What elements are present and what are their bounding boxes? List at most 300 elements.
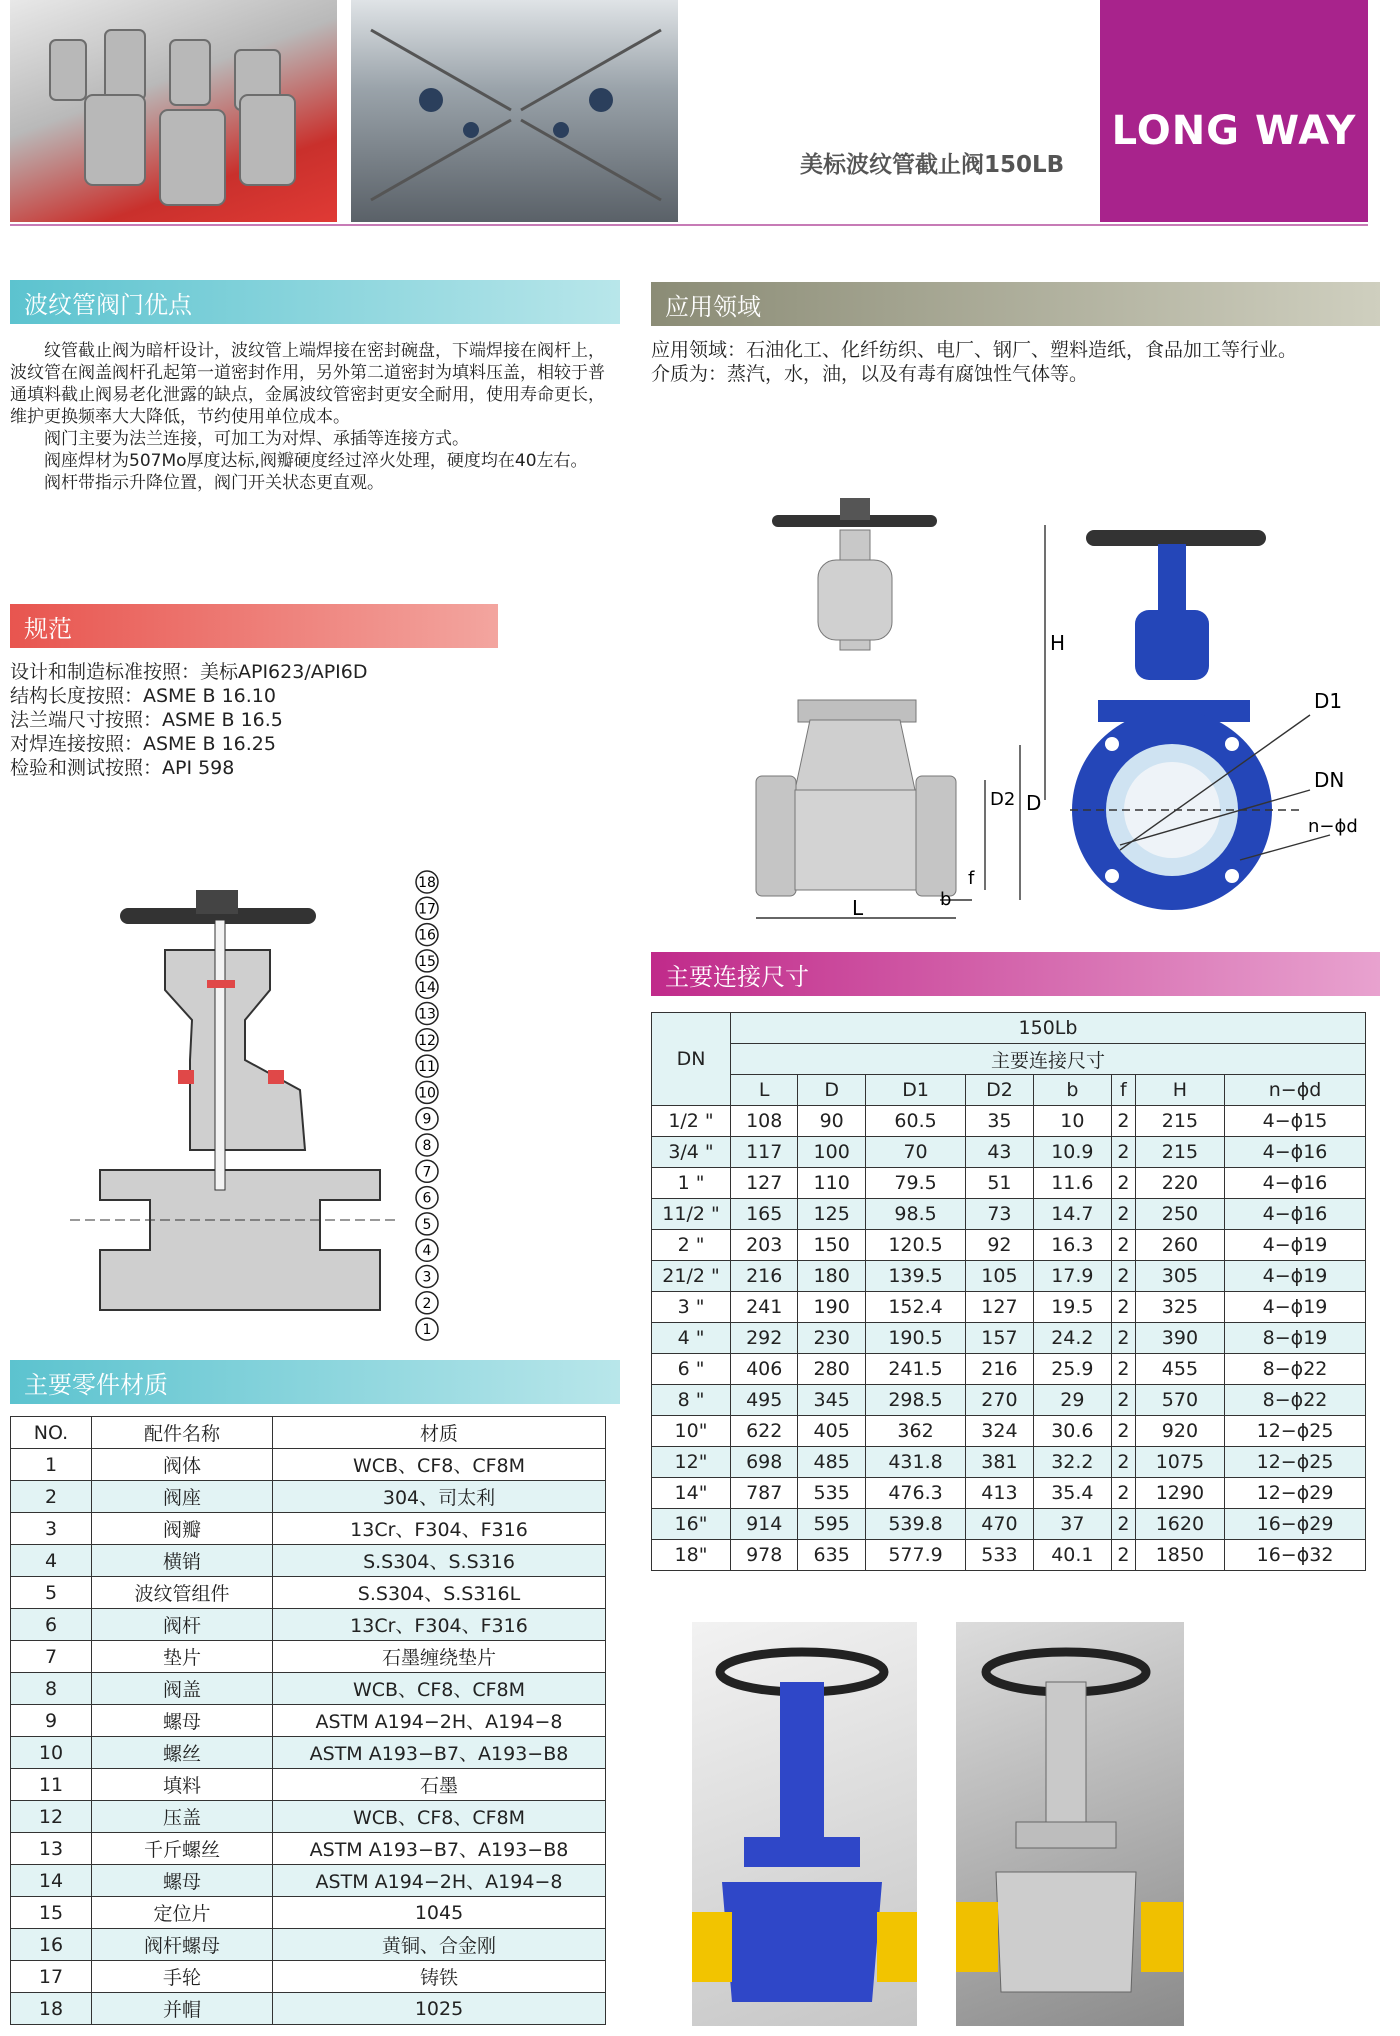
table-row <box>652 1292 1366 1323</box>
table-cell: 1075 <box>1135 1447 1224 1478</box>
section-heading-standards <box>10 604 498 648</box>
table-cell: 10.9 <box>1033 1137 1111 1168</box>
dim-label-D1: D1 <box>1314 689 1343 713</box>
table-cell: 19.5 <box>1033 1292 1111 1323</box>
table-cell: 1045 <box>273 1897 606 1929</box>
table-cell: WCB、CF8、CF8M <box>273 1673 606 1705</box>
part-number-label: 8 <box>422 1138 432 1154</box>
table-cell: 2 <box>1112 1509 1136 1540</box>
table-cell: 4−ϕ16 <box>1225 1168 1366 1199</box>
table-row <box>652 1385 1366 1416</box>
table-row <box>652 1509 1366 1540</box>
dim-label-L: L <box>852 896 864 920</box>
table-cell: 4 <box>11 1545 92 1577</box>
table-cell: 横销 <box>92 1545 273 1577</box>
table-cell: 12−ϕ25 <box>1225 1447 1366 1478</box>
table-cell: 577.9 <box>865 1540 965 1571</box>
table-row <box>652 1323 1366 1354</box>
silver-valve-photo-art <box>956 1622 1184 2026</box>
part-number-label: 1 <box>422 1322 432 1339</box>
table-cell: 90 <box>798 1106 865 1137</box>
table-cell: 30.6 <box>1033 1416 1111 1447</box>
advantages-text <box>10 340 620 494</box>
table-cell: ASTM A194−2H、A194−8 <box>273 1705 606 1737</box>
table-cell: 13 <box>11 1833 92 1865</box>
table-cell: 填料 <box>92 1769 273 1801</box>
brand-logo <box>1100 0 1368 222</box>
standard-line: 设计和制造标准按照：美标API623/API6D <box>10 661 368 683</box>
table-cell: 3/4 " <box>652 1137 731 1168</box>
section-heading-application <box>651 282 1380 326</box>
table-row <box>11 1737 606 1769</box>
column-header: H <box>1135 1075 1224 1106</box>
table-cell: 3 <box>11 1513 92 1545</box>
table-cell: 12" <box>652 1447 731 1478</box>
table-cell: 阀瓣 <box>92 1513 273 1545</box>
table-cell: 108 <box>731 1106 798 1137</box>
table-row <box>652 1137 1366 1168</box>
dim-label-H: H <box>1050 631 1066 655</box>
column-header: L <box>731 1075 798 1106</box>
table-cell: 8−ϕ19 <box>1225 1323 1366 1354</box>
dimensions-table <box>651 1012 1366 1571</box>
table-cell: 180 <box>798 1261 865 1292</box>
table-cell: 2 <box>1112 1137 1136 1168</box>
table-cell: 152.4 <box>865 1292 965 1323</box>
table-cell: 190 <box>798 1292 865 1323</box>
header-divider <box>10 224 1368 226</box>
advantages-paragraph: 阀杆带指示升降位置，阀门开关状态更直观。 <box>44 473 384 493</box>
dim-label-D2: D2 <box>990 789 1016 810</box>
table-cell: 阀杆 <box>92 1609 273 1641</box>
table-cell: 8−ϕ22 <box>1225 1354 1366 1385</box>
table-cell: 18 <box>11 1993 92 2025</box>
table-cell: 13Cr、F304、F316 <box>273 1609 606 1641</box>
brand-text: LONG WAY <box>1111 108 1357 154</box>
table-cell: 定位片 <box>92 1897 273 1929</box>
part-number-label: 18 <box>418 875 436 891</box>
table-cell: 4−ϕ16 <box>1225 1137 1366 1168</box>
table-cell: 12−ϕ25 <box>1225 1416 1366 1447</box>
table-row <box>652 1540 1366 1571</box>
part-number-label: 7 <box>422 1164 432 1181</box>
table-cell: 10" <box>652 1416 731 1447</box>
table-cell: 11/2 " <box>652 1199 731 1230</box>
table-cell: 362 <box>865 1416 965 1447</box>
table-cell: 12 <box>11 1801 92 1833</box>
table-row <box>11 1705 606 1737</box>
table-cell: 455 <box>1135 1354 1224 1385</box>
table-cell: 535 <box>798 1478 865 1509</box>
table-cell: 阀杆螺母 <box>92 1929 273 1961</box>
table-cell: 12−ϕ29 <box>1225 1478 1366 1509</box>
table-cell: 29 <box>1033 1385 1111 1416</box>
part-number-label: 10 <box>418 1085 436 1102</box>
handwheel <box>120 890 316 924</box>
table-cell: 978 <box>731 1540 798 1571</box>
section-heading-text: 主要连接尺寸 <box>665 962 809 991</box>
bellows-illustration <box>10 0 337 222</box>
table-cell: 2 <box>1112 1199 1136 1230</box>
table-cell: 1620 <box>1135 1509 1224 1540</box>
standards-list <box>10 660 610 780</box>
table-cell: 485 <box>798 1447 865 1478</box>
part-number-label: 13 <box>418 1006 436 1023</box>
part-number-label: 14 <box>418 980 436 997</box>
table-cell: 2 <box>1112 1292 1136 1323</box>
table-cell: 241.5 <box>865 1354 965 1385</box>
table-cell: 98.5 <box>865 1199 965 1230</box>
table-cell: ASTM A194−2H、A194−8 <box>273 1865 606 1897</box>
dim-label-f: f <box>968 868 975 889</box>
table-cell: 73 <box>966 1199 1033 1230</box>
table-cell: 230 <box>798 1323 865 1354</box>
gray-valve <box>756 498 956 896</box>
table-cell: 37 <box>1033 1509 1111 1540</box>
table-cell: 40.1 <box>1033 1540 1111 1571</box>
page-title: 美标波纹管截止阀150LB <box>800 152 1065 178</box>
table-row <box>11 1673 606 1705</box>
advantages-paragraph: 阀门主要为法兰连接，可加工为对焊、承插等连接方式。 <box>44 429 469 449</box>
table-cell: 35 <box>966 1106 1033 1137</box>
part-number-label: 9 <box>422 1111 432 1128</box>
group-header: 主要连接尺寸 <box>731 1044 1366 1075</box>
table-cell: 25.9 <box>1033 1354 1111 1385</box>
table-cell: 2 <box>1112 1106 1136 1137</box>
table-cell: 石墨 <box>273 1769 606 1801</box>
table-cell: 16−ϕ32 <box>1225 1540 1366 1571</box>
factory-photo <box>351 0 678 222</box>
table-cell: 117 <box>731 1137 798 1168</box>
table-cell: 2 <box>11 1481 92 1513</box>
table-cell: 698 <box>731 1447 798 1478</box>
table-cell: 215 <box>1135 1106 1224 1137</box>
valve-dimension-drawing <box>740 490 1380 940</box>
table-header: 配件名称 <box>92 1417 273 1449</box>
part-number-label: 12 <box>418 1032 436 1049</box>
valve-section-drawing <box>70 860 450 1340</box>
table-row <box>652 1230 1366 1261</box>
table-cell: 螺母 <box>92 1865 273 1897</box>
table-cell: 1850 <box>1135 1540 1224 1571</box>
table-cell: ASTM A193−B7、A193−B8 <box>273 1833 606 1865</box>
table-cell: 阀体 <box>92 1449 273 1481</box>
table-cell: 43 <box>966 1137 1033 1168</box>
table-cell: 手轮 <box>92 1961 273 1993</box>
table-cell: 539.8 <box>865 1509 965 1540</box>
table-cell: 220 <box>1135 1168 1224 1199</box>
table-cell: 324 <box>966 1416 1033 1447</box>
table-cell: WCB、CF8、CF8M <box>273 1449 606 1481</box>
table-cell: 157 <box>966 1323 1033 1354</box>
table-cell: 14" <box>652 1478 731 1509</box>
table-cell: 11.6 <box>1033 1168 1111 1199</box>
table-row <box>11 1929 606 1961</box>
table-cell: 8 " <box>652 1385 731 1416</box>
table-cell: 595 <box>798 1509 865 1540</box>
table-cell: 螺丝 <box>92 1737 273 1769</box>
table-row <box>652 1354 1366 1385</box>
table-cell: 203 <box>731 1230 798 1261</box>
table-cell: 280 <box>798 1354 865 1385</box>
table-cell: 黄铜、合金刚 <box>273 1929 606 1961</box>
silver-valve-photo <box>956 1622 1184 2026</box>
section-heading-text: 波纹管阀门优点 <box>24 290 192 319</box>
table-row <box>652 1106 1366 1137</box>
table-row <box>11 1449 606 1481</box>
table-cell: 92 <box>966 1230 1033 1261</box>
table-cell: 13Cr、F304、F316 <box>273 1513 606 1545</box>
column-header: n−ϕd <box>1225 1075 1366 1106</box>
table-row <box>11 1801 606 1833</box>
blue-valve-photo-art <box>692 1622 917 2026</box>
standard-line: 对焊连接按照：ASME B 16.25 <box>10 733 276 755</box>
table-row <box>11 1481 606 1513</box>
table-cell: 1 " <box>652 1168 731 1199</box>
table-row <box>11 1897 606 1929</box>
column-header: D <box>798 1075 865 1106</box>
table-cell: 270 <box>966 1385 1033 1416</box>
table-cell: 215 <box>1135 1137 1224 1168</box>
standard-line: 结构长度按照：ASME B 16.10 <box>10 685 276 707</box>
table-cell: 6 " <box>652 1354 731 1385</box>
table-cell: 533 <box>966 1540 1033 1571</box>
table-cell: 7 <box>11 1641 92 1673</box>
class-header: 150Lb <box>731 1013 1366 1044</box>
bellows-photo <box>10 0 337 222</box>
table-cell: 920 <box>1135 1416 1224 1447</box>
table-cell: 16.3 <box>1033 1230 1111 1261</box>
column-header: b <box>1033 1075 1111 1106</box>
table-cell: 8 <box>11 1673 92 1705</box>
standard-line: 检验和测试按照：API 598 <box>10 757 235 779</box>
table-cell: 70 <box>865 1137 965 1168</box>
table-cell: 345 <box>798 1385 865 1416</box>
table-cell: 2 <box>1112 1540 1136 1571</box>
table-cell: 1 <box>11 1449 92 1481</box>
part-number-label: 4 <box>422 1243 432 1260</box>
column-header: D1 <box>865 1075 965 1106</box>
table-cell: 51 <box>966 1168 1033 1199</box>
table-cell: 16−ϕ29 <box>1225 1509 1366 1540</box>
table-cell: S.S304、S.S316L <box>273 1577 606 1609</box>
table-cell: 250 <box>1135 1199 1224 1230</box>
table-cell: 570 <box>1135 1385 1224 1416</box>
table-cell: 9 <box>11 1705 92 1737</box>
table-row <box>652 1416 1366 1447</box>
table-cell: 190.5 <box>865 1323 965 1354</box>
table-cell: 390 <box>1135 1323 1224 1354</box>
table-cell: 10 <box>11 1737 92 1769</box>
table-row <box>11 1833 606 1865</box>
table-cell: 150 <box>798 1230 865 1261</box>
table-cell: 垫片 <box>92 1641 273 1673</box>
table-cell: 4−ϕ19 <box>1225 1230 1366 1261</box>
table-cell: 914 <box>731 1509 798 1540</box>
table-row <box>11 1961 606 1993</box>
advantages-paragraph: 阀座焊材为507Mo厚度达标,阀瓣硬度经过淬火处理，硬度均在40左右。 <box>44 451 588 471</box>
section-heading-text: 规范 <box>24 614 72 643</box>
table-cell: 127 <box>731 1168 798 1199</box>
dim-label-D: D <box>1026 791 1042 815</box>
table-cell: 165 <box>731 1199 798 1230</box>
application-text <box>651 338 1371 386</box>
table-cell: 16" <box>652 1509 731 1540</box>
table-cell: 216 <box>731 1261 798 1292</box>
table-cell: 4−ϕ19 <box>1225 1292 1366 1323</box>
table-cell: 120.5 <box>865 1230 965 1261</box>
column-header: D2 <box>966 1075 1033 1106</box>
table-cell: 381 <box>966 1447 1033 1478</box>
table-cell: WCB、CF8、CF8M <box>273 1801 606 1833</box>
materials-table <box>10 1416 606 2025</box>
table-cell: 17.9 <box>1033 1261 1111 1292</box>
table-cell: 304、司太利 <box>273 1481 606 1513</box>
table-cell: 8−ϕ22 <box>1225 1385 1366 1416</box>
table-header: NO. <box>11 1417 92 1449</box>
table-row <box>652 1199 1366 1230</box>
table-cell: 18" <box>652 1540 731 1571</box>
table-cell: 14 <box>11 1865 92 1897</box>
table-row <box>11 1545 606 1577</box>
factory-illustration <box>351 0 678 222</box>
table-cell: 260 <box>1135 1230 1224 1261</box>
stem <box>215 920 225 1190</box>
table-cell: 470 <box>966 1509 1033 1540</box>
table-cell: 2 <box>1112 1230 1136 1261</box>
table-cell: 阀盖 <box>92 1673 273 1705</box>
table-cell: 21/2 " <box>652 1261 731 1292</box>
part-number-label: 15 <box>418 953 436 970</box>
table-cell: 2 <box>1112 1385 1136 1416</box>
table-row <box>652 1447 1366 1478</box>
table-row <box>11 1993 606 2025</box>
application-line: 介质为：蒸汽，水，油，以及有毒有腐蚀性气体等。 <box>651 363 1089 385</box>
section-heading-materials <box>10 1360 620 1404</box>
table-header: 材质 <box>273 1417 606 1449</box>
table-cell: 15 <box>11 1897 92 1929</box>
blue-valve-photo <box>692 1622 917 2026</box>
table-cell: 3 " <box>652 1292 731 1323</box>
table-cell: 60.5 <box>865 1106 965 1137</box>
table-cell: 4 " <box>652 1323 731 1354</box>
table-cell: 2 <box>1112 1478 1136 1509</box>
table-cell: 4−ϕ16 <box>1225 1199 1366 1230</box>
part-number-label: 16 <box>418 927 436 944</box>
table-cell: 413 <box>966 1478 1033 1509</box>
table-cell: 35.4 <box>1033 1478 1111 1509</box>
part-number-label: 6 <box>422 1190 432 1207</box>
table-cell: 139.5 <box>865 1261 965 1292</box>
part-number-column <box>410 868 444 1348</box>
standard-line: 法兰端尺寸按照：ASME B 16.5 <box>10 709 283 731</box>
table-cell: 79.5 <box>865 1168 965 1199</box>
table-cell: 100 <box>798 1137 865 1168</box>
table-row <box>652 1168 1366 1199</box>
table-cell: 11 <box>11 1769 92 1801</box>
table-cell: 压盖 <box>92 1801 273 1833</box>
dim-label-nd: n−ϕd <box>1308 816 1358 837</box>
blue-valve <box>1072 530 1272 910</box>
table-cell: 298.5 <box>865 1385 965 1416</box>
table-row <box>11 1769 606 1801</box>
dim-label-b: b <box>940 889 952 910</box>
part-number-label: 17 <box>418 901 436 918</box>
table-cell: 305 <box>1135 1261 1224 1292</box>
table-cell: 495 <box>731 1385 798 1416</box>
dim-label-DN: DN <box>1314 768 1345 792</box>
table-cell: 241 <box>731 1292 798 1323</box>
table-row <box>11 1609 606 1641</box>
table-cell: 石墨缠绕垫片 <box>273 1641 606 1673</box>
table-cell: 476.3 <box>865 1478 965 1509</box>
part-number-label: 5 <box>422 1216 432 1233</box>
table-cell: 2 " <box>652 1230 731 1261</box>
table-cell: 阀座 <box>92 1481 273 1513</box>
column-header: f <box>1112 1075 1136 1106</box>
table-row <box>652 1478 1366 1509</box>
section-heading-advantages <box>10 280 620 324</box>
table-cell: 10 <box>1033 1106 1111 1137</box>
table-cell: 千斤螺丝 <box>92 1833 273 1865</box>
table-cell: 16 <box>11 1929 92 1961</box>
table-cell: 2 <box>1112 1323 1136 1354</box>
table-cell: S.S304、S.S316 <box>273 1545 606 1577</box>
table-cell: 292 <box>731 1323 798 1354</box>
table-cell: 波纹管组件 <box>92 1577 273 1609</box>
table-cell: 17 <box>11 1961 92 1993</box>
table-cell: 405 <box>798 1416 865 1447</box>
table-cell: 787 <box>731 1478 798 1509</box>
section-heading-text: 应用领域 <box>665 292 761 321</box>
table-cell: 127 <box>966 1292 1033 1323</box>
table-cell: 622 <box>731 1416 798 1447</box>
part-number-label: 11 <box>418 1059 436 1076</box>
part-number-label: 3 <box>422 1269 432 1286</box>
table-cell: 铸铁 <box>273 1961 606 1993</box>
table-cell: 2 <box>1112 1416 1136 1447</box>
table-cell: 14.7 <box>1033 1199 1111 1230</box>
table-cell: 110 <box>798 1168 865 1199</box>
table-cell: 1290 <box>1135 1478 1224 1509</box>
table-row <box>652 1261 1366 1292</box>
table-cell: ASTM A193−B7、A193−B8 <box>273 1737 606 1769</box>
table-row <box>11 1865 606 1897</box>
table-cell: 2 <box>1112 1168 1136 1199</box>
table-cell: 125 <box>798 1199 865 1230</box>
table-cell: 2 <box>1112 1354 1136 1385</box>
table-cell: 5 <box>11 1577 92 1609</box>
advantages-paragraph: 纹管截止阀为暗杆设计，波纹管上端焊接在密封碗盘，下端焊接在阀杆上，波纹管在阀盖阀杆孔起第一道密封作用，另外第二道密封为填料压盖，相较于普通填料截止阀易老化泄露的缺点，金属波纹管密封更安全耐用，使用寿命更长，维护更换频率大大降低，节约使用单位成本。 <box>10 341 605 427</box>
section-heading-text: 主要零件材质 <box>24 1370 168 1399</box>
table-cell: 2 <box>1112 1261 1136 1292</box>
table-cell: 635 <box>798 1540 865 1571</box>
table-row <box>11 1577 606 1609</box>
table-cell: 并帽 <box>92 1993 273 2025</box>
table-cell: 216 <box>966 1354 1033 1385</box>
table-cell: 2 <box>1112 1447 1136 1478</box>
table-cell: 431.8 <box>865 1447 965 1478</box>
table-cell: 螺母 <box>92 1705 273 1737</box>
valve-body-section <box>100 950 380 1310</box>
table-cell: 1025 <box>273 1993 606 2025</box>
table-cell: 1/2 " <box>652 1106 731 1137</box>
table-row <box>11 1641 606 1673</box>
section-heading-dimensions <box>651 952 1380 996</box>
table-row <box>11 1513 606 1545</box>
table-cell: 406 <box>731 1354 798 1385</box>
table-cell: 32.2 <box>1033 1447 1111 1478</box>
